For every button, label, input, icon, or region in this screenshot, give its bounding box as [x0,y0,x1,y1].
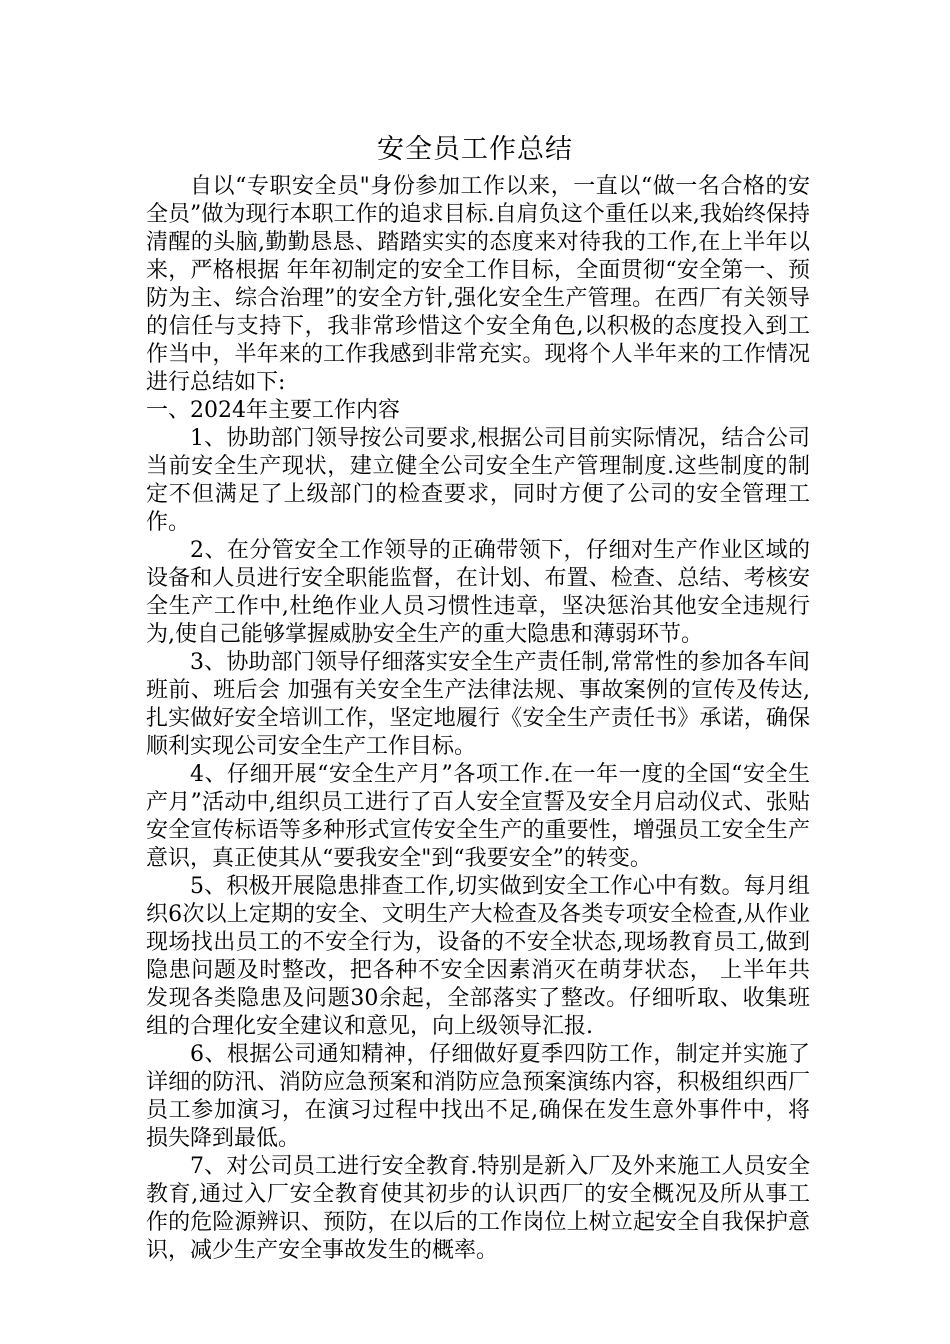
work-item-1: 1、协助部门领导按公司要求,根据公司目前实际情况，结合公司当前安全生产现状，建立健全公司安全生产管理制度.这些制度的制定不但满足了上级部门的检查要求，同时方便了公司的安全管理工作。 [146,426,810,535]
work-item-4: 4、仔细开展“安全生产月”各项工作.在一年一度的全国“安全生产月”活动中,组织员工进行了百人安全宣誓及安全月启动仪式、张贴安全宣传标语等多种形式宣传安全生产的重要性，增强员工安全生产意识，真正使其从“要我安全"到“我要安全”的转变。 [146,762,810,871]
work-item-5: 5、积极开展隐患排查工作,切实做到安全工作心中有数。每月组织6次以上定期的安全、文明生产大检查及各类专项安全检查,从作业现场找出员工的不安全行为，设备的不安全状态,现场教育员工,做到隐患问题及时整改，把各种不安全因素消灭在萌芽状态， 上半年共发现各类隐患及问题30余起，全部落实了整改。仔细听取、收集班组的合理化安全建议和意见，向上级领导汇报. [146,874,810,1039]
work-item-6: 6、根据公司通知精神，仔细做好夏季四防工作，制定并实施了详细的防汛、消防应急预案和消防应急预案演练内容，积极组织西厂员工参加演习，在演习过程中找出不足,确保在发生意外事件中，将损失降到最低。 [146,1042,810,1151]
work-item-3: 3、协助部门领导仔细落实安全生产责任制,常常性的参加各车间班前、班后会 加强有关安全生产法律法规、事故案例的宣传及传达,扎实做好安全培训工作，坚定地履行《安全生产责任书》承诺，确保顺利实现公司安全生产工作目标。 [146,650,810,759]
work-item-2: 2、在分管安全工作领导的正确带领下，仔细对生产作业区域的设备和人员进行安全职能监督，在计划、布置、检查、总结、考核安全生产工作中,杜绝作业人员习惯性违章，坚决惩治其他安全违规行为,使自己能够掌握威胁安全生产的重大隐患和薄弱环节。 [146,538,810,647]
work-item-7: 7、对公司员工进行安全教育.特别是新入厂及外来施工人员安全教育,通过入厂安全教育使其初步的认识西厂的安全概况及所从事工作的危险源辨识、预防，在以后的工作岗位上树立起安全自我保护意识，减少生产安全事故发生的概率。 [146,1154,810,1263]
document-title: 安全员工作总结 [377,134,573,165]
document-body [146,173,810,1265]
section-heading: 一、2024年主要工作内容 [146,398,400,423]
intro-paragraph: 自以“专职安全员"身份参加工作以来，一直以“做一名合格的安全员”做为现行本职工作的追求目标.自肩负这个重任以来,我始终保持清醒的头脑,勤勤恳恳、踏踏实实的态度来对待我的工作,在上半年以来，严格根据 年年初制定的安全工作目标，全面贯彻“安全第一、预防为主、综合治理”的安全方针,强化安全生产管理。在西厂有关领导的信任与支持下，我非常珍惜这个安全角色,以积极的态度投入到工作当中，半年来的工作我感到非常充实。现将个人半年来的工作情况进行总结如下: [146,174,810,395]
